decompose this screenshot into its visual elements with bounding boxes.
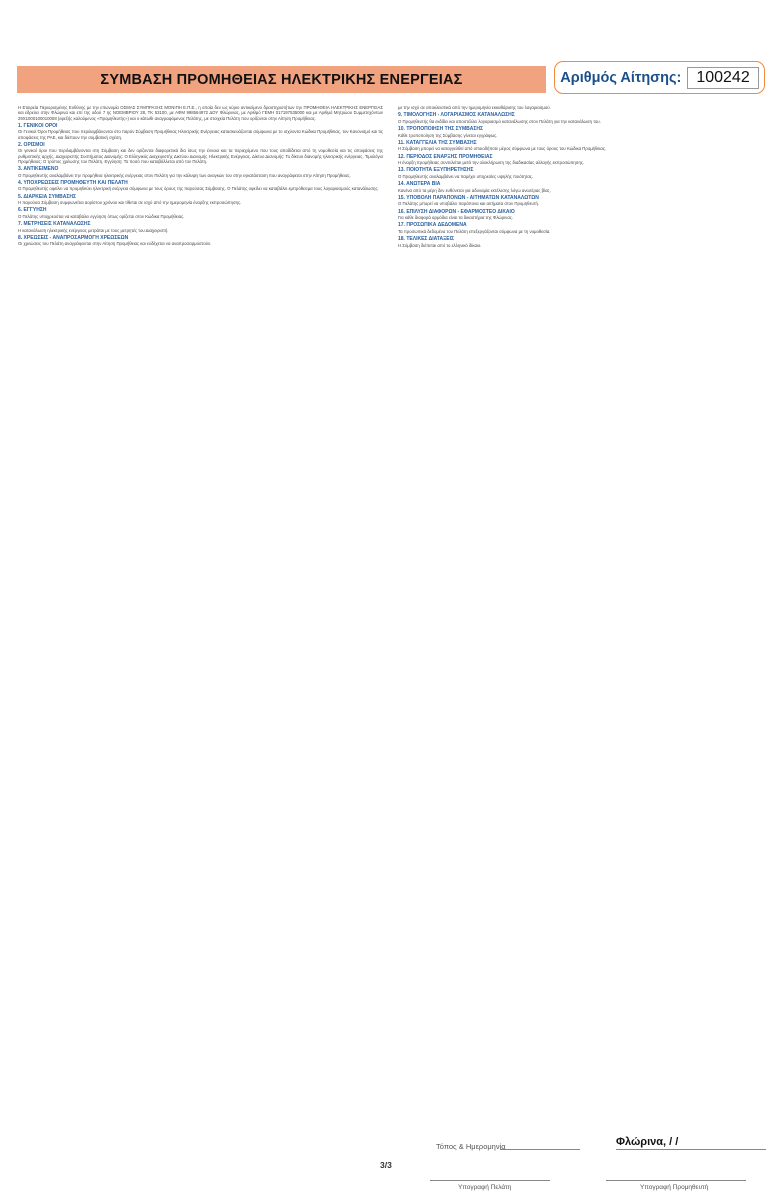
section-text: Οι γενικοί όροι που περιλαμβάνονται στη Σύμβαση και δεν ορίζονται διαφορετικά δια ίσως την έννοια και τα περιεχόμενο που τους αποδίδεται από τη νομοθεσία και τις αποφάσεις της ρυθμιστικής αρχής. Διαχειριστής Συστήματος Διανομής: Ο Ελληνικός Διαχειριστής Δικτύου Διανομής Ηλεκτρικής Ενέργειας. Δίκτυο Διανομής: Το δίκτυο διανομής ηλεκτρικής ενέργειας. Τιμολόγιο Προμήθειας: Ο τρόπος χρέωσης του Πελάτη. Εγγύηση: Το ποσό που καταβάλλεται από τον Πελάτη. [18,148,383,164]
contract-section [398,195,763,207]
contract-section [18,235,383,247]
section-text: Ο Προμηθευτής αναλαμβάνει να παρέχει υπηρεσίες υψηλής ποιότητας. [398,173,534,179]
section-heading: 16. ΕΠΙΛΥΣΗ ΔΙΑΦΟΡΩΝ - ΕΦΑΡΜΟΣΤΕΟ ΔΙΚΑΙΟ [398,208,515,215]
place-date-line [500,1149,580,1150]
contract-terms-right-column [398,105,763,1135]
page-number: 3/3 [380,1160,392,1170]
section-text: Η έναρξη προμήθειας συντελείται μετά την ολοκλήρωση της διαδικασίας αλλαγής εκπροσώπησης. [398,160,585,165]
section-heading: 10. ΤΡΟΠΟΠΟΙΗΣΗ ΤΗΣ ΣΥΜΒΑΣΗΣ [398,126,484,132]
contract-section [398,181,763,193]
contract-section [18,194,383,206]
contract-section [398,167,763,179]
section-text: Τα προσωπικά δεδομένα του Πελάτη επεξεργάζονται σύμφωνα με τη νομοθεσία. [398,228,551,234]
section-heading: 1. ΓΕΝΙΚΟΙ ΟΡΟΙ [18,122,58,129]
section-text: Ο Προμηθευτής οφείλει να προμηθεύει ηλεκτρική ενέργεια σύμφωνα με τους όρους της παρούσας Σύμβασης. Ο Πελάτης οφείλει να καταβάλει εμπρόθεσμα τους λογαριασμούς κατανάλωσης. [18,186,379,192]
section-text: Η Εταιρεία Περιορισμένης Ευθύνης με την επωνυμία ΟΣΜΑΣ ΣΥΜΠΡΑΞΗΣ ΜΟΝΙΠΗ Ε.Π.Ε., η οποία δεν ως κύριο αντικείμενο δραστηριοτήτων την ΠΡΟΜΗΘΕΙΑ ΗΛΕΚΤΡΙΚΗΣ ΕΝΕΡΓΕΙΑΣ και εδρεύει στην Φλώρινα και επί της οδού 7 ης ΝΟΕΜΒΡΙΟΥ 28, ΤΚ 53100, με ΑΦΜ 998564972 ΔΟΥ Φλώρινας, με Αριθμό ΓΕΜΗ 017197535000 και με Αριθμό Μητρώου Συμμετεχόντων 29X1000100010008 (εφεξής καλούμενος «Προμηθευτής») και ο κάτωθι αναγραφόμενος Πελάτης, με στοιχεία Πελάτη που ορίζονται στην Αίτηση Προμήθειας. [18,105,383,121]
section-heading: 18. ΤΕΛΙΚΕΣ ΔΙΑΤΑΞΕΙΣ [398,236,455,242]
contract-section [18,180,383,192]
contract-section [18,166,383,178]
contract-section [398,236,763,248]
section-heading: 15. ΥΠΟΒΟΛΗ ΠΑΡΑΠΟΝΩΝ - ΑΙΤΗΜΑΤΩΝ ΚΑΤΑΝΑΛΩΤΩΝ [398,194,539,201]
section-text: Ο Προμηθευτής θα εκδίδει και αποστέλλει λογαριασμό κατανάλωσης στον Πελάτη για την κατανάλωση του. [398,118,601,124]
section-heading: 13. ΠΟΙΟΤΗΤΑ ΕΞΥΠΗΡΕΤΗΣΗΣ [398,167,474,174]
supplier-signature-label: Υπογραφή Προμηθευτή [640,1184,709,1191]
contract-section [398,105,763,110]
section-heading: 8. ΧΡΕΩΣΕΙΣ - ΑΝΑΠΡΟΣΑΡΜΟΓΗ ΧΡΕΩΣΕΩΝ [18,234,129,241]
city-signature-line [616,1149,766,1150]
section-heading: 14. ΑΝΩΤΕΡΑ ΒΙΑ [398,181,441,187]
contract-section [398,154,763,166]
section-text: Ο Πελάτης μπορεί να υποβάλει παράπονα και αιτήματα στον Προμηθευτή. [398,201,540,207]
section-text: Για κάθε διαφορά αρμόδια είναι τα δικαστήρια της Φλώρινας. [398,215,514,220]
section-text: Η Σύμβαση μπορεί να καταγγελθεί από οποιοδήποτε μέρος σύμφωνα με τους όρους του Κώδικα Προμήθειας. [398,146,607,152]
section-text: Η παρούσα Σύμβαση συμφωνείται αορίστου χρόνου και τίθεται σε ισχύ από την ημερομηνία έναρξης εκπροσώπησης. [18,200,242,205]
section-text: Κάθε τροποποίηση της Σύμβασης γίνεται εγγράφως. [398,132,498,138]
contract-section [398,222,763,234]
application-number-value: 100242 [687,67,758,89]
place-date-label: Τόπος & Ημερομηνία [436,1142,506,1151]
section-text: Οι Γενικοί Όροι Προμήθειας που περιλαμβάνονται στο παρόν Σύμβαση Προμήθειας Ηλεκτρικής Ενέργειας κατασκευάζονται σύμφωνα με το ισχύοντα Κώδικα Προμήθειας, τον Κανονισμό και τις αποφάσεις της ΡΑΕ, και διέπουν την συμβατική σχέση. [18,129,383,140]
document-title: ΣΥΜΒΑΣΗ ΠΡΟΜΗΘΕΙΑΣ ΗΛΕΚΤΡΙΚΗΣ ΕΝΕΡΓΕΙΑΣ [100,71,463,88]
contract-section [18,221,383,233]
section-heading: 11. ΚΑΤΑΓΓΕΛΙΑ ΤΗΣ ΣΥΜΒΑΣΗΣ [398,139,477,146]
section-heading: 6. ΕΓΓΥΗΣΗ [18,207,47,214]
contract-section [18,142,383,164]
section-heading: 3. ΑΝΤΙΚΕΙΜΕΝΟ [18,166,59,172]
place-date-value: Φλώρινα, / / [616,1136,679,1148]
application-number-box [554,61,765,94]
contract-section [398,209,763,221]
section-text: Κανένα από τα μέρη δεν ευθύνεται για αδυναμία εκτέλεσης λόγω ανωτέρας βίας. [398,187,551,193]
section-text: Ο Προμηθευτής αναλαμβάνει την προμήθεια ηλεκτρικής ενέργειας στον Πελάτη για την κάλυψη των αναγκών του στην εγκατάσταση που αναγράφεται στην Αίτηση Προμήθειας. [18,172,351,178]
section-heading: 4. ΥΠΟΧΡΕΩΣΕΙΣ ΠΡΟΜΗΘΕΥΤΗ ΚΑΙ ΠΕΛΑΤΗ [18,179,128,186]
contract-section [398,140,763,152]
document-title-bar [17,66,546,93]
contract-section [18,123,383,140]
contract-section [398,126,763,138]
section-text: Οι χρεώσεις του Πελάτη αναγράφονται στην Αίτηση Προμήθειας και ενδέχεται να αναπροσαρμοστούν. [18,241,212,247]
customer-signature-label: Υπογραφή Πελάτη [458,1184,512,1191]
supplier-signature-line [606,1180,746,1181]
section-text: Η κατανάλωση ηλεκτρικής ενέργειας μετράται με τους μετρητές του Διαχειριστή. [18,227,169,233]
section-heading: 2. ΟΡΙΣΜΟΙ [18,141,45,148]
application-number-label: Αριθμός Αίτησης: [560,69,682,86]
section-text: με την ισχύ σε αποκλειστικά από την ημερομηνία εκκαθάρισης του λογαριασμού. [398,105,551,110]
customer-signature-line [430,1180,550,1181]
contract-section [18,105,383,121]
section-text: Η Σύμβαση διέπεται από το ελληνικό δίκαιο. [398,242,482,248]
section-heading: 7. ΜΕΤΡΗΣΕΙΣ ΚΑΤΑΝΑΛΩΣΗΣ [18,221,91,227]
section-heading: 9. ΤΙΜΟΛΟΓΗΣΗ - ΛΟΓΑΡΙΑΣΜΟΣ ΚΑΤΑΝΑΛΩΣΗΣ [398,112,515,119]
section-heading: 17. ΠΡΟΣΩΠΙΚΑ ΔΕΔΟΜΕΝΑ [398,222,467,229]
section-heading: 12. ΠΕΡΙΟΔΟΣ ΕΝΑΡΞΗΣ ΠΡΟΜΗΘΕΙΑΣ [398,153,493,160]
contract-section [18,207,383,219]
section-heading: 5. ΔΙΑΡΚΕΙΑ ΣΥΜΒΑΣΗΣ [18,193,76,200]
contract-terms-left-column [18,105,383,1151]
contract-section [398,112,763,124]
section-text: Ο Πελάτης υποχρεούται να καταβάλει εγγύηση όπως ορίζεται στον Κώδικα Προμήθειας. [18,213,185,219]
